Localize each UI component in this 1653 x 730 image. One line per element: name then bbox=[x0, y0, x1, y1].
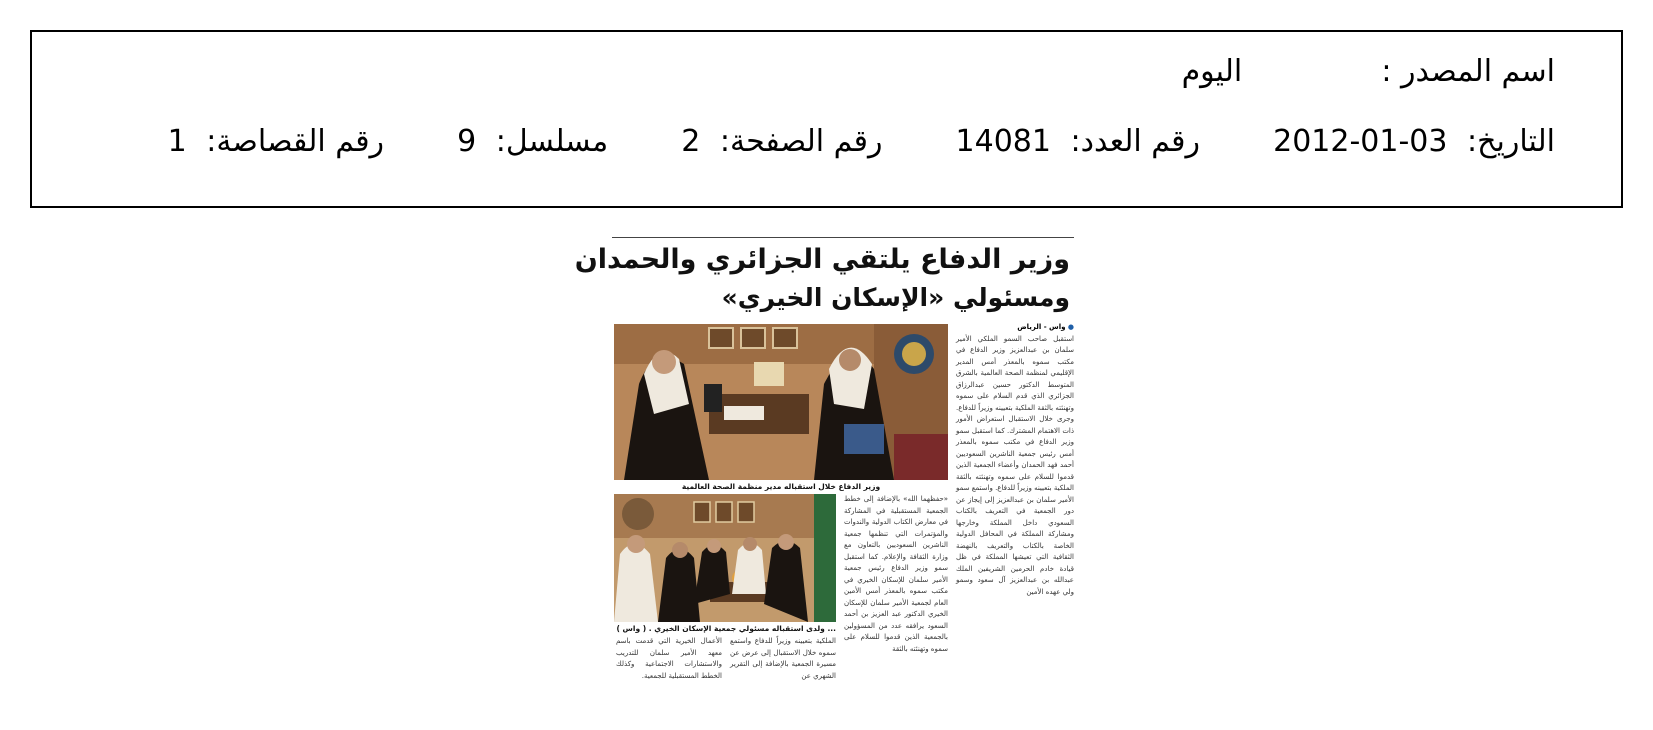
page-value: 2 bbox=[681, 124, 701, 159]
photo-housing-charity-officials bbox=[614, 494, 836, 622]
photo-defense-minister-who-director bbox=[614, 324, 948, 480]
text-column-middle bbox=[844, 494, 948, 653]
column-bottom-left-text: الأعمال الخيرية التي قدمت باسم معهد الأمير سلمان للتدريب والاستشارات الاجتماعية وكذلك الخطط المستقبلية للجمعية. bbox=[616, 637, 722, 680]
dateline bbox=[956, 322, 1074, 334]
column-middle-text: «حفظهما الله» بالإضافة إلى خطط الجمعية المستقبلية في المشاركة في معارض الكتاب الدولية والندوات والمؤتمرات التي تنظمها جمعية الناشرين السعوديين بالتعاون مع وزارة الثقافة والإعلام. كما استقبل سمو وزير الدفاع رئيس جمعية الأمير سلمان للإسكان الخيري في مكتب سموه بالمعذر أمس الأمين العام لجمعية الأمير سلمان للإسكان الخيري الدكتور عبد العزيز بن أحمد السعود يرافقه عدد من المسؤولين بالجمعية الذين قدموا للسلام على سموه وتهنئته بالثقة bbox=[844, 495, 948, 653]
column-right-text: استقبل صاحب السمو الملكي الأمير سلمان بن عبدالعزيز وزير الدفاع في مكتب سموه بالمعذر أمس المدير الإقليمي لمنظمة الصحة العالمية بالشرق المتوسط الدكتور حسين عبدالرزاق الجزائري الذي قدم السلام على سموه وتهنئته بالثقة الملكية بتعيينه وزيراً للدفاع. وجرى خلال الاستقبال استعراض الأمور ذات الاهتمام المشترك. كما استقبل سمو وزير الدفاع في مكتب سموه بالمعذر أمس رئيس جمعية الناشرين السعوديين أحمد فهد الحمدان وأعضاء الجمعية الذين قدموا للسلام على سموه وتهنئته بالثقة الملكية بتعيينه وزيراً للدفاع. واستمع سمو الأمير سلمان بن عبدالعزيز إلى إيجاز عن دور الجمعية في التعريف بالكتاب السعودي داخل المملكة وخارجها ومشاركة المملكة في المحافل الدولية الخاصة بالكتاب والتعريف بالنهضة الثقافية التي تعيشها المملكة في ظل قيادة خادم الحرمين الشريفين الملك عبدالله بن عبدالعزيز آل سعود وسمو ولي عهده الأمين bbox=[956, 334, 1074, 596]
source-label: اسم المصدر : bbox=[1381, 54, 1555, 89]
meta-row bbox=[168, 124, 1555, 160]
caption-bottom: ... ولدى استقباله مسئولي جمعية الإسكان الخيري . ( واس ) bbox=[616, 624, 836, 633]
issue-label: رقم العدد: bbox=[1070, 124, 1201, 159]
text-column-bottom-right bbox=[730, 636, 836, 686]
photo-scene-2 bbox=[614, 494, 836, 622]
text-column-right bbox=[956, 322, 1074, 686]
column-bottom-right-text: الملكية بتعيينه وزيراً للدفاع واستمع سموه خلال الاستقبال إلى عرض عن مسيرة الجمعية بالإضافة إلى التقرير الشهري عن bbox=[730, 637, 836, 680]
photo-scene-1 bbox=[614, 324, 948, 480]
newspaper-clipping bbox=[574, 236, 1074, 690]
clip-label: رقم القصاصة: bbox=[206, 124, 385, 159]
source-value: اليوم bbox=[1181, 54, 1243, 89]
issue-value: 14081 bbox=[955, 124, 1051, 159]
date-value: 2012-01-03 bbox=[1273, 124, 1448, 159]
clip-top-rule bbox=[612, 237, 1074, 238]
page-label: رقم الصفحة: bbox=[719, 124, 883, 159]
serial-label: مسلسل: bbox=[495, 124, 609, 159]
headline-line-2: ومسئولي «الإسكان الخيري» bbox=[721, 283, 1070, 312]
dateline-text: واس - الرياض bbox=[1017, 323, 1066, 331]
caption-top: وزير الدفاع خلال استقباله مدير منظمة الصحة العالمية bbox=[681, 482, 881, 491]
dateline-bullet-icon: ● bbox=[1067, 323, 1074, 331]
date-label: التاريخ: bbox=[1467, 124, 1555, 159]
text-column-bottom-left bbox=[616, 636, 722, 686]
headline-line-1: وزير الدفاع يلتقي الجزائري والحمدان bbox=[574, 244, 1070, 275]
clip-value: 1 bbox=[167, 124, 187, 159]
source-row bbox=[1182, 54, 1555, 90]
serial-value: 9 bbox=[457, 124, 477, 159]
reference-header-box bbox=[30, 30, 1623, 208]
